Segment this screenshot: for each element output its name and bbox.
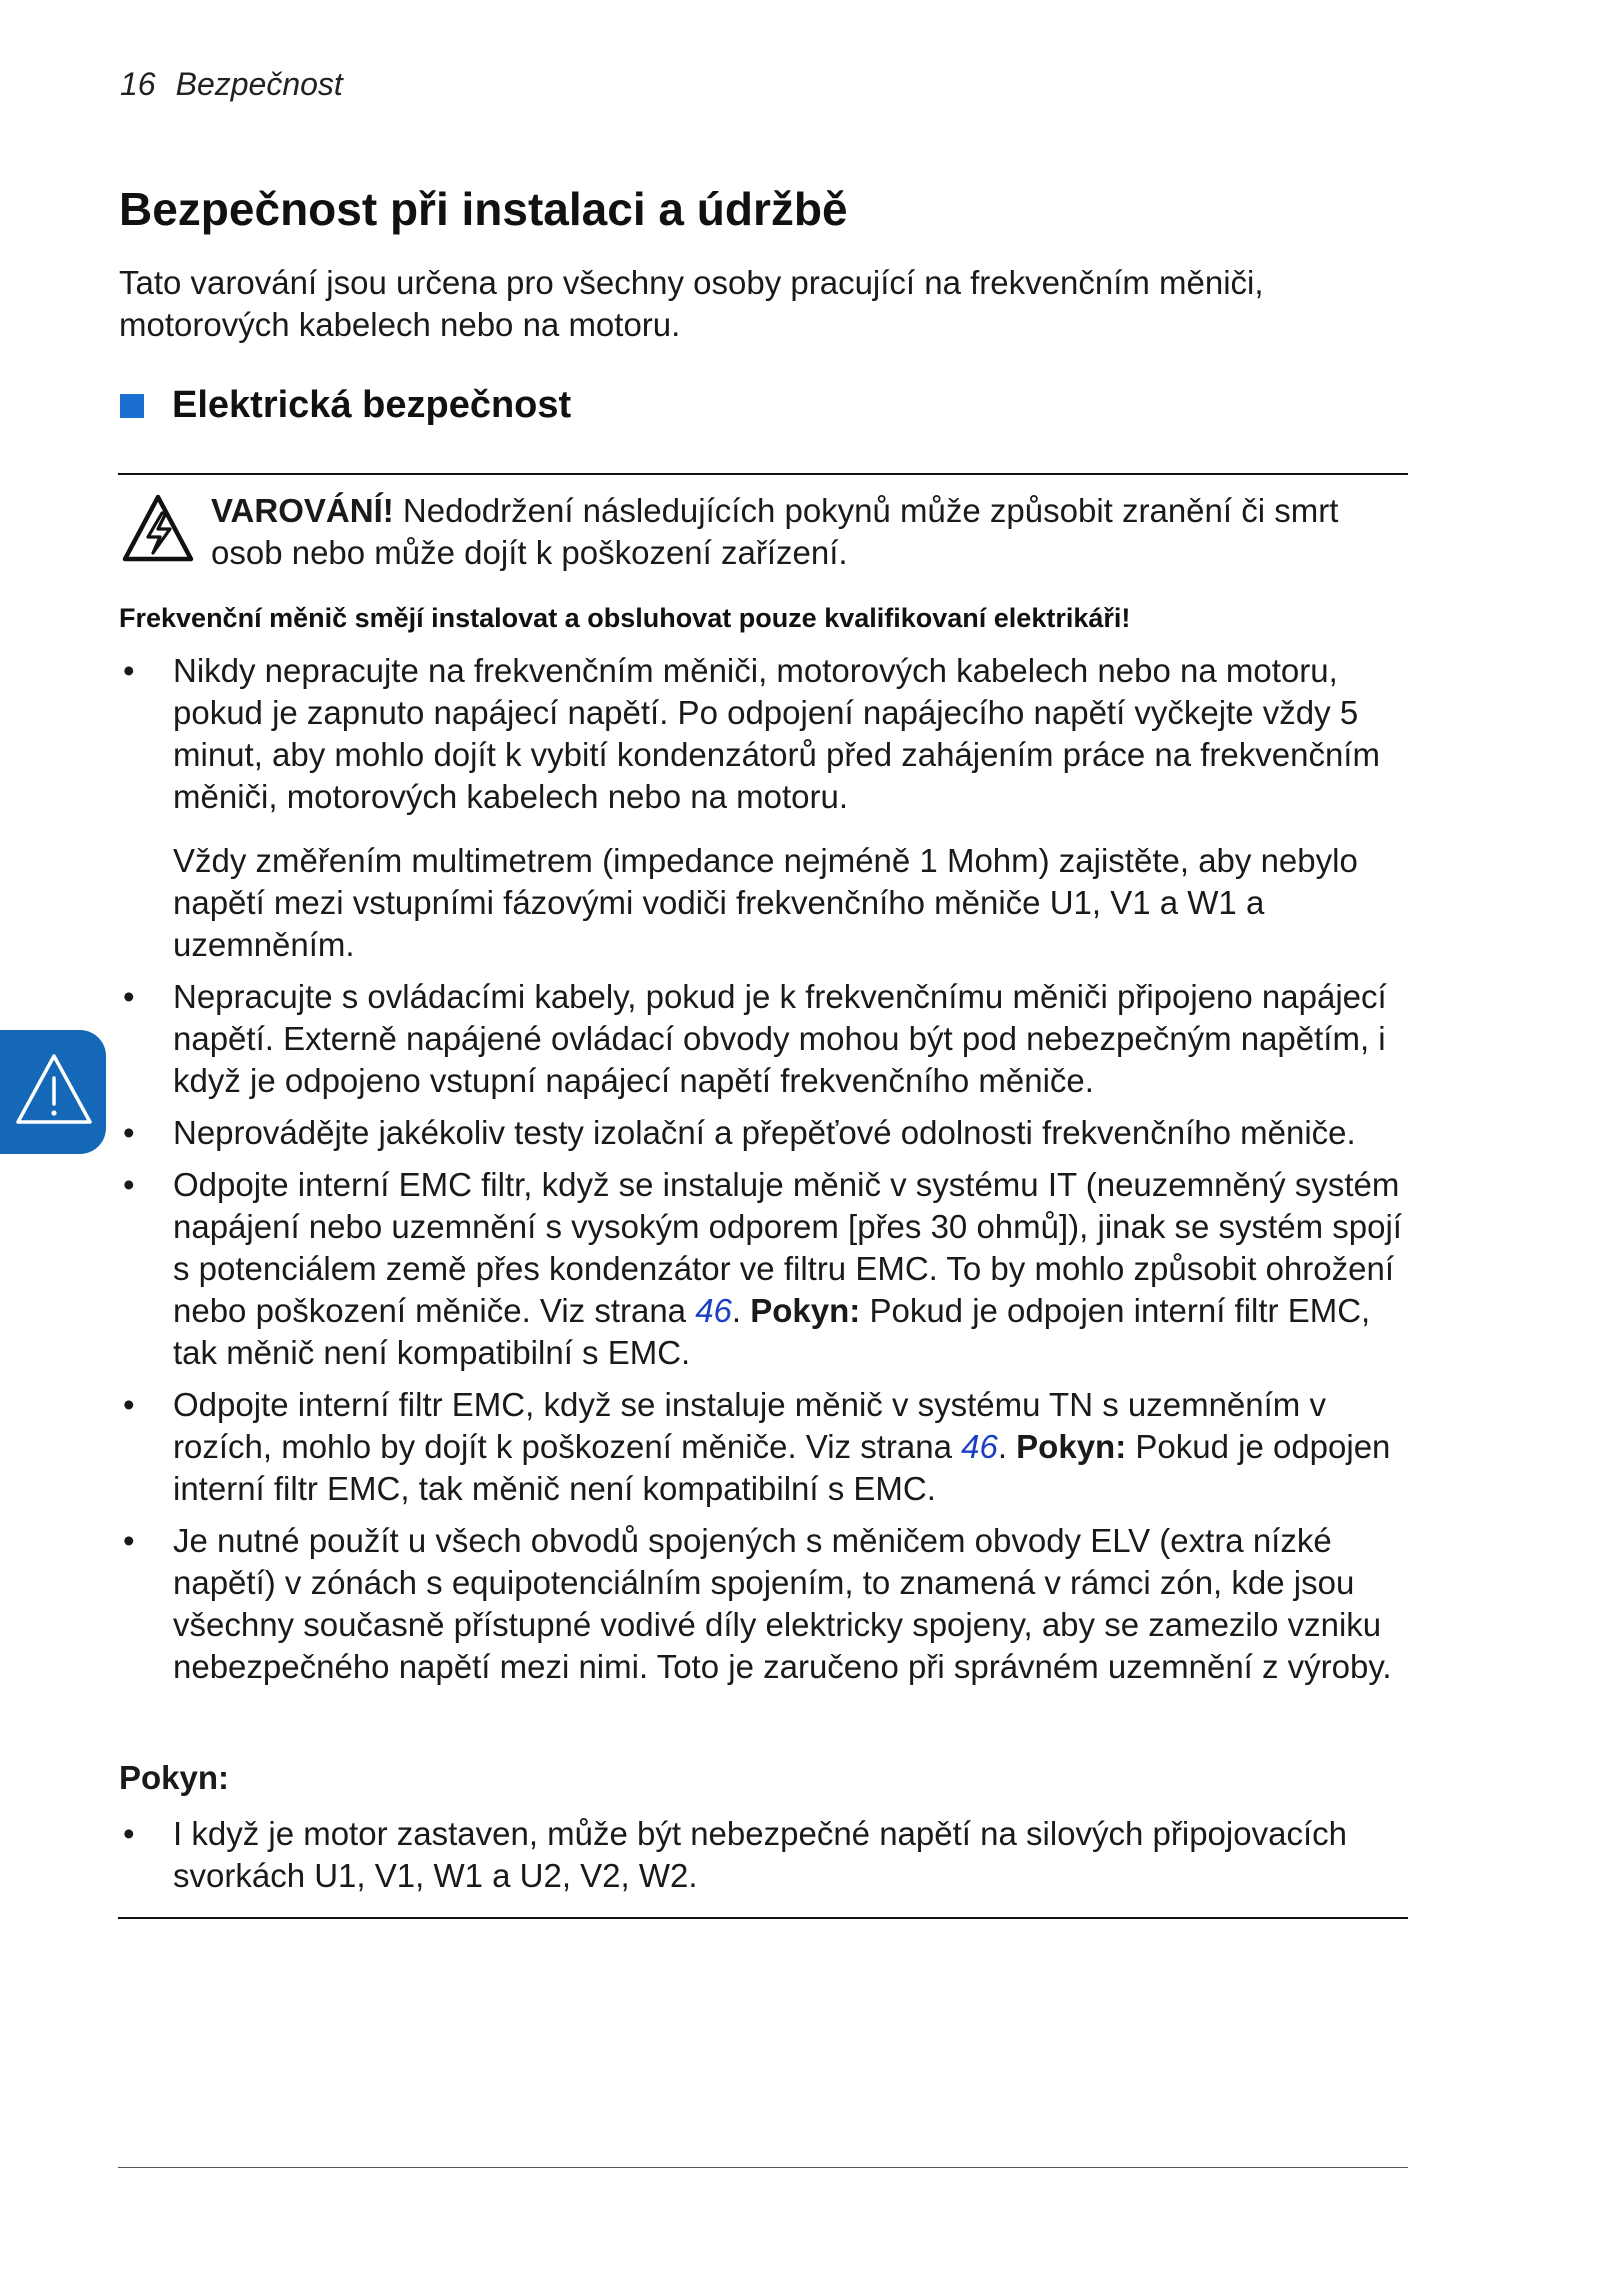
section-name: Bezpečnost [175,66,343,102]
page-link[interactable]: 46 [695,1292,732,1329]
footer-rule [118,2167,1408,2168]
list-item [119,976,1409,1102]
bullet-icon: • [123,978,135,1015]
list-item [119,1112,1409,1154]
bullet-paragraph [173,1384,1409,1510]
bullet-paragraph: Nikdy nepracujte na frekvenčním měniči, motorových kabelech nebo na motoru, pokud je zapnuto napájecí napětí. Po odpojení napájecího napětí vyčkejte vždy 5 minut, aby mohlo dojít k vybití kondenzátorů před zahájením práce na frekvenčním měniči, motorových kabelech nebo na motoru. [173,652,1380,815]
subsection-title: Elektrická bezpečnost [172,384,572,426]
bullet-paragraph: Nepracujte s ovládacími kabely, pokud je k frekvenčnímu měniči připojeno napájecí napětí. Externě napájené ovládací obvody mohou být pod nebezpečným napětím, i když je odpojeno vstupní napájecí napětí frekvenčního měniče. [173,978,1387,1099]
note-label: Pokyn: [750,1292,861,1329]
bullet-icon: • [123,1815,135,1852]
bullet-icon: • [123,1522,135,1559]
warning-side-tab [0,1030,106,1154]
lightning-warning-icon [122,493,194,563]
safety-bullet-list [119,650,1409,1698]
intro-line: motorových kabelech nebo na motoru. [119,306,681,343]
note-bullet-list [119,1813,1409,1907]
bullet-icon: • [123,1114,135,1151]
list-item [119,1164,1409,1374]
bullet-paragraph: Neprovádějte jakékoliv testy izolační a přepěťové odolnosti frekvenčního měniče. [173,1114,1356,1151]
page-title: Bezpečnost při instalaci a údržbě [119,183,848,235]
bullet-paragraph: Je nutné použít u všech obvodů spojených s měničem obvody ELV (extra nízké napětí) v zónách s equipotenciálním spojením, to znamená v rámci zón, kde jsou všechny současně přístupné vodivé díly elektricky spojeny, aby se zamezilo vzniku nebezpečného napětí mezi nimi. Toto je zaručeno při správném uzemnění z výroby. [173,1522,1392,1685]
bullet-text: Odpojte interní EMC filtr, když se instaluje měnič v systému IT (neuzemněný systém napájení nebo uzemnění s vysokým odporem [přes 30 ohmů]), jinak se systém spojí s potenciálem země přes kondenzátor ve filtru EMC. To by mohlo způsobit ohrožení nebo poškození měniče. Viz strana [173,1166,1402,1329]
note-heading: Pokyn: [119,1759,230,1796]
qualified-personnel-note: Frekvenční měnič smějí instalovat a obsluhovat pouze kvalifikovaní elektrikáři! [119,603,1131,633]
page-number: 16 [120,66,156,102]
top-rule [118,473,1408,475]
bullet-text: Pokud je odpojen interní filtr EMC, tak měnič není kompatibilní s EMC. [173,1428,1391,1507]
bullet-text: Odpojte interní filtr EMC, když se instaluje měnič v systému TN s uzemněním v rozích, mohlo by dojít k poškození měniče. Viz strana [173,1386,1326,1465]
bullet-paragraph: I když je motor zastaven, může být nebezpečné napětí na silových připojovacích svorkách U1, V1, W1 a U2, V2, W2. [173,1815,1347,1894]
warning-line2: osob nebo může dojít k poškození zařízení. [211,534,848,571]
bullet-icon: • [123,1386,135,1423]
note-label: Pokyn: [1016,1428,1127,1465]
bullet-icon: • [123,1166,135,1203]
intro-paragraph [119,262,1369,346]
bullet-text: . [997,1428,1017,1465]
warning-text [211,490,1411,574]
list-item [119,650,1409,966]
bottom-rule [118,1917,1408,1919]
list-item [119,1813,1409,1897]
warning-line1: Nedodržení následujících pokynů může způsobit zranění či smrt [393,492,1339,529]
warning-label: VAROVÁNÍ! [211,492,394,529]
page-link[interactable]: 46 [961,1428,998,1465]
list-item [119,1520,1409,1688]
bullet-text: Pokud je odpojen interní filtr EMC, tak měnič není kompatibilní s EMC. [173,1292,1371,1371]
exclamation-warning-icon [14,1050,94,1130]
subsection-heading [120,384,571,427]
list-item [119,1384,1409,1510]
bullet-paragraph: Vždy změřením multimetrem (impedance nejméně 1 Mohm) zajistěte, aby nebylo napětí mezi vstupními fázovými vodiči frekvenčního měniče U1, V1 a W1 a uzemněním. [173,842,1358,963]
bullet-paragraph [173,1164,1409,1374]
running-header [120,66,343,103]
bullet-text: . [731,1292,751,1329]
blue-square-icon [120,394,144,418]
intro-line: Tato varování jsou určena pro všechny osoby pracující na frekvenčním měniči, [119,264,1264,301]
bullet-icon: • [123,652,135,689]
